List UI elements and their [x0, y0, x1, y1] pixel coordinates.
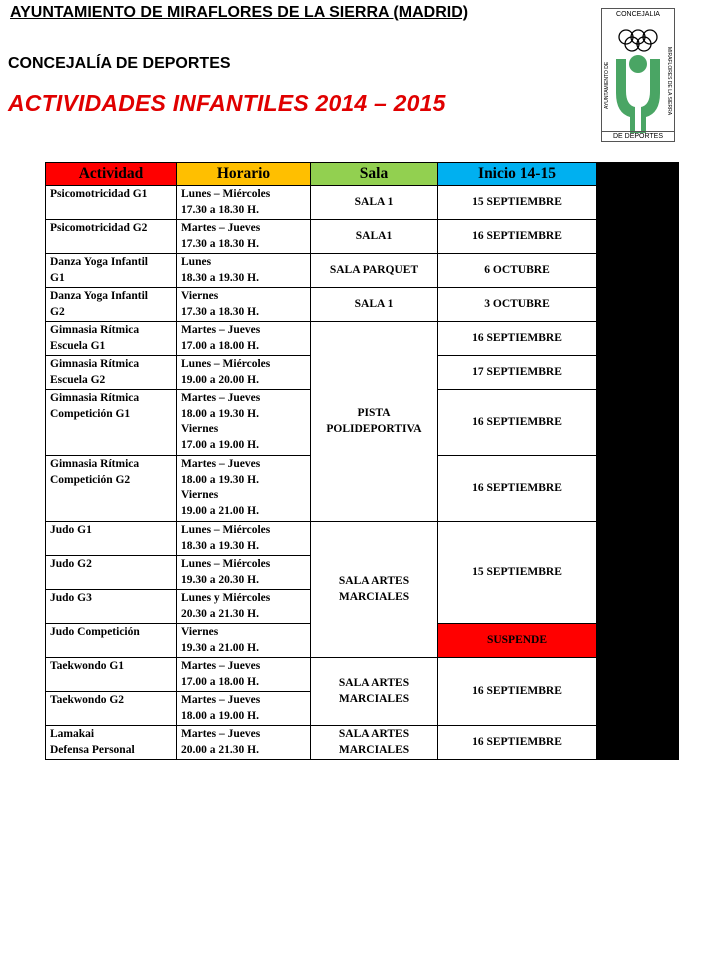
actividad-cell: Danza Yoga Infantil G1	[46, 254, 177, 288]
inicio-cell: 16 SEPTIEMBRE	[438, 390, 597, 456]
actividad-cell: Psicomotricidad G2	[46, 220, 177, 254]
horario-cell: Martes – Jueves 17.00 a 18.00 H.	[177, 322, 311, 356]
black-column	[597, 186, 679, 760]
inicio-cell: 17 SEPTIEMBRE	[438, 356, 597, 390]
horario-cell: Martes – Jueves 17.00 a 18.00 H.	[177, 658, 311, 692]
horario-cell: Martes – Jueves 18.00 a 19.30 H. Viernes 19.00 a 21.00 H.	[177, 456, 311, 522]
horario-cell: Lunes – Miércoles 18.30 a 19.30 H.	[177, 522, 311, 556]
header-blank	[597, 163, 679, 186]
header-sala: Sala	[311, 163, 438, 186]
table-row	[46, 658, 679, 692]
table-row	[46, 522, 679, 556]
inicio-cell: 3 OCTUBRE	[438, 288, 597, 322]
logo-top-text: CONCEJALIA	[616, 11, 660, 18]
inicio-cell: 16 SEPTIEMBRE	[438, 726, 597, 760]
sala-cell: SALA ARTES MARCIALES	[311, 726, 438, 760]
table-row	[46, 254, 679, 288]
department-heading: CONCEJALÍA DE DEPORTES	[8, 55, 231, 72]
actividad-cell: Taekwondo G2	[46, 692, 177, 726]
actividad-cell: Gimnasia Rítmica Escuela G1	[46, 322, 177, 356]
actividad-cell: Judo G1	[46, 522, 177, 556]
activities-table	[45, 162, 679, 760]
sala-cell: SALA ARTES MARCIALES	[311, 522, 438, 658]
sala-cell: SALA ARTES MARCIALES	[311, 658, 438, 726]
inicio-cell: 16 SEPTIEMBRE	[438, 322, 597, 356]
organization-heading: AYUNTAMIENTO DE MIRAFLORES DE LA SIERRA (MADRID)	[10, 4, 469, 21]
header-horario: Horario	[177, 163, 311, 186]
horario-cell: Lunes – Miércoles 17.30 a 18.30 H.	[177, 186, 311, 220]
logo-bottom-text: DE DEPORTES	[602, 131, 674, 140]
inicio-cell: 16 SEPTIEMBRE	[438, 658, 597, 726]
horario-cell: Lunes – Miércoles 19.00 a 20.00 H.	[177, 356, 311, 390]
logo-right-text: MIRAFLORES DE LA SIERRA	[666, 47, 672, 116]
sala-cell: PISTA POLIDEPORTIVA	[311, 322, 438, 522]
inicio-cell: 6 OCTUBRE	[438, 254, 597, 288]
actividad-cell: Danza Yoga Infantil G2	[46, 288, 177, 322]
inicio-cell: 16 SEPTIEMBRE	[438, 220, 597, 254]
logo-left-text: AYUNTAMIENTO DE	[604, 61, 610, 109]
sala-cell: SALA PARQUET	[311, 254, 438, 288]
table-row	[46, 288, 679, 322]
actividad-cell: Gimnasia Rítmica Escuela G2	[46, 356, 177, 390]
header-actividad: Actividad	[46, 163, 177, 186]
horario-cell: Martes – Jueves 20.00 a 21.30 H.	[177, 726, 311, 760]
table-row	[46, 220, 679, 254]
horario-cell: Martes – Jueves 18.00 a 19.30 H. Viernes 17.00 a 19.00 H.	[177, 390, 311, 456]
actividad-cell: Taekwondo G1	[46, 658, 177, 692]
inicio-cell: 15 SEPTIEMBRE	[438, 522, 597, 624]
actividad-cell: Judo G3	[46, 590, 177, 624]
header-inicio: Inicio 14-15	[438, 163, 597, 186]
actividad-cell: Gimnasia Rítmica Competición G2	[46, 456, 177, 522]
sala-cell: SALA1	[311, 220, 438, 254]
horario-cell: Viernes 17.30 a 18.30 H.	[177, 288, 311, 322]
actividad-cell: Judo Competición	[46, 624, 177, 658]
table-row	[46, 322, 679, 356]
sala-cell: SALA 1	[311, 288, 438, 322]
horario-cell: Martes – Jueves 17.30 a 18.30 H.	[177, 220, 311, 254]
sala-cell: SALA 1	[311, 186, 438, 220]
actividad-cell: Gimnasia Rítmica Competición G1	[46, 390, 177, 456]
horario-cell: Lunes 18.30 a 19.30 H.	[177, 254, 311, 288]
horario-cell: Martes – Jueves 18.00 a 19.00 H.	[177, 692, 311, 726]
suspende-badge: SUSPENDE	[438, 624, 597, 658]
table-row	[46, 186, 679, 220]
table-row	[46, 726, 679, 760]
olympic-rings-figure-icon	[602, 9, 674, 141]
concejalia-logo	[601, 8, 675, 142]
horario-cell: Viernes 19.30 a 21.00 H.	[177, 624, 311, 658]
actividad-cell: Psicomotricidad G1	[46, 186, 177, 220]
actividad-cell: Judo G2	[46, 556, 177, 590]
horario-cell: Lunes – Miércoles 19.30 a 20.30 H.	[177, 556, 311, 590]
actividad-cell: Lamakai Defensa Personal	[46, 726, 177, 760]
inicio-cell: 15 SEPTIEMBRE	[438, 186, 597, 220]
horario-cell: Lunes y Miércoles 20.30 a 21.30 H.	[177, 590, 311, 624]
page-title: ACTIVIDADES INFANTILES 2014 – 2015	[8, 90, 446, 116]
inicio-cell: 16 SEPTIEMBRE	[438, 456, 597, 522]
table-header-row	[46, 163, 679, 186]
